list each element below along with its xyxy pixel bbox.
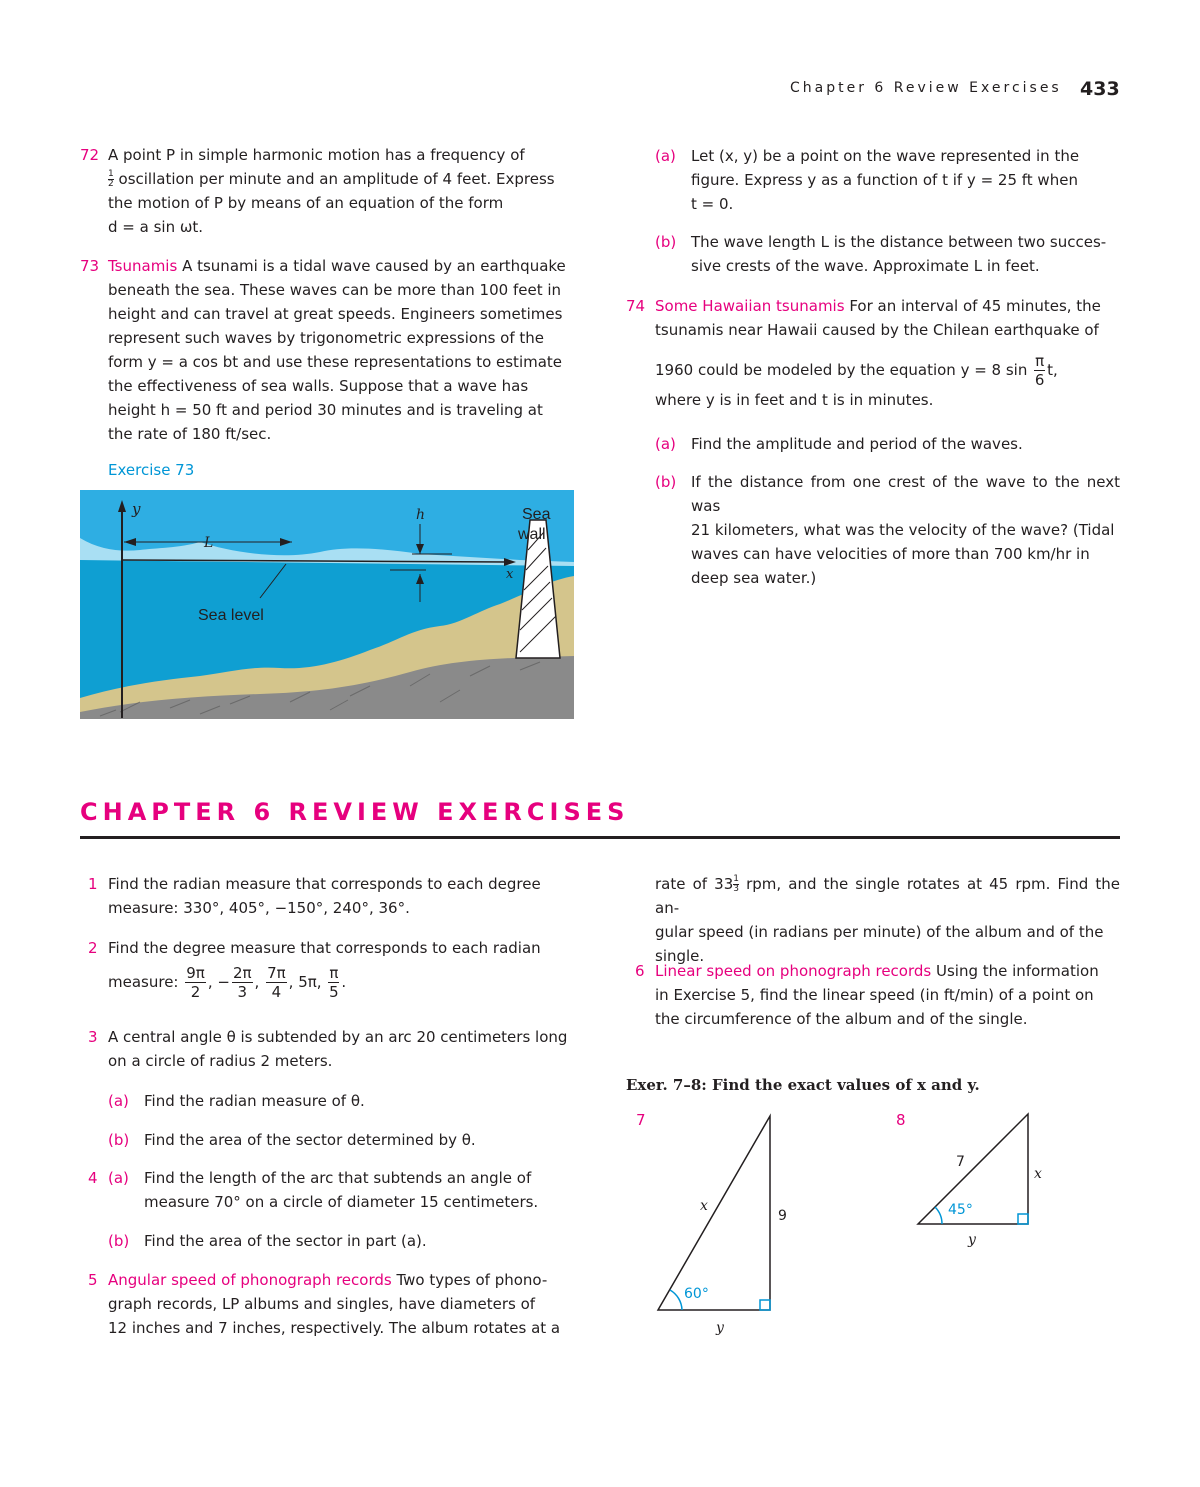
review-exercise-4-part-b: (b) Find the area of the sector in part (a). [108,1229,574,1253]
exercise-73-line: the effectiveness of sea walls. Suppose that a wave has [108,377,529,395]
height-label: h [416,507,426,523]
exercise-number: 74 [626,297,646,315]
exercise-number: 7 [636,1111,646,1129]
length-label: L [204,535,214,551]
x-axis-label: x [506,567,514,582]
exercise-74-part-a: (a) Find the amplitude and period of the waves. [655,432,1120,456]
review-exercise-2: 2 Find the degree measure that corresponds to each radian measure: $\frac{9\pi}{2}$ , − $\frac{2\pi}{3}$ , $\frac{7\pi}{4}$ , 5π, $\frac{\pi}{5}$ . [88,936,574,1012]
y-axis-label: y [132,500,141,518]
triangle-8 [912,1108,1052,1258]
base-label: y [968,1232,976,1248]
part-label: (b) [108,1232,130,1250]
chapter-rule [80,836,1120,839]
base-label: y [716,1320,724,1336]
hypotenuse-label: 7 [956,1154,965,1170]
exercise-title: Tsunamis [108,257,178,275]
sea-level-label: Sea level [198,607,264,624]
angle-label: 45° [948,1202,973,1218]
exercise-number: 5 [88,1271,98,1289]
exercise-72-line: d = a sin ωt. [108,218,204,236]
exercise-73-line: the rate of 180 ft/sec. [108,425,272,443]
triangle-7 [650,1110,800,1340]
exercise-number: 8 [896,1111,906,1129]
exercise-title: Some Hawaiian tsunamis [655,297,845,315]
review-exercise-6: 6 Linear speed on phonograph records Using the information in Exercise 5, find the linear speed (in ft/min) of a point on the circumference of the album and of the single. [635,959,1120,1031]
part-label: (b) [655,233,677,251]
exercise-title: Angular speed of phonograph records [108,1271,392,1289]
exercise-7-8-header: Exer. 7–8: Find the exact values of x and y. [626,1076,980,1094]
exercise-73-part-a: (a) Let (x, y) be a point on the wave represented in the figure. Express y as a function of t if y = 25 ft when t = 0. [655,144,1120,216]
part-label: (b) [108,1131,130,1149]
chapter-heading: CHAPTER 6 REVIEW EXERCISES [80,798,630,826]
exercise-72-line: A point P in simple harmonic motion has a frequency of [108,146,525,164]
exercise-number: 6 [635,962,645,980]
review-exercise-1: 1 Find the radian measure that corresponds to each degree measure: 330°, 405°, −150°, 240°, 36°. [88,872,574,920]
review-exercise-4: 4 (a) Find the length of the arc that subtends an angle of measure 70° on a circle of diameter 15 centimeters. [88,1166,574,1214]
exercise-number: 3 [88,1028,98,1046]
part-label: (a) [108,1169,129,1187]
fraction: $\frac{2\pi}{3}$ [232,964,252,1001]
review-exercise-3-part-b: (b) Find the area of the sector determined by θ. [108,1128,574,1152]
review-exercise-3: 3 A central angle θ is subtended by an arc 20 centimeters long on a circle of radius 2 meters. [88,1025,574,1073]
exercise-number: 73 [80,257,100,275]
right-angle-marker [1018,1214,1028,1224]
exercise-73-line: Tsunamis A tsunami is a tidal wave caused by an earthquake [108,257,566,275]
fraction: $\frac{\pi}{6}$ [1034,352,1045,389]
review-exercise-5-continued: rate of 33 $\frac{1}{3}$ rpm, and the single rotates at 45 rpm. Find the an- gular speed (in radians per minute) of the album and of the single. [655,874,1120,965]
exercise-74: 74 Some Hawaiian tsunamis For an interval of 45 minutes, the tsunamis near Hawaii caused by the Chilean earthquake of 1960 could be modeled by the equation y = 8 sin $\frac{\pi}{6}$ t, where y is in feet and t is in minutes. [626,294,1120,424]
part-label: (a) [108,1092,129,1110]
exercise-73-line: form y = a cos bt and use these representations to estimate [108,353,563,371]
part-label: (a) [655,435,676,453]
exercise-title: Linear speed on phonograph records [655,962,932,980]
exercise-73-line: represent such waves by trigonometric expressions of the [108,329,545,347]
exercise-73-line: beneath the sea. These waves can be more than 100 feet in [108,281,562,299]
right-angle-marker [760,1300,770,1310]
side-label: x [1034,1166,1042,1182]
exercise-number: 4 [88,1169,98,1187]
figure-caption: Exercise 73 [108,461,195,479]
angle-arc [935,1207,942,1224]
part-label: (b) [655,473,677,491]
hypotenuse-label: x [700,1198,708,1214]
review-exercise-5: 5 Angular speed of phonograph records Two types of phono- graph records, LP albums and singles, have diameters of 12 inches and 7 inches, respectively. The album rotates at a [88,1268,574,1340]
exercise-72-line: the motion of P by means of an equation of the form [108,194,504,212]
fraction: $\frac{9\pi}{2}$ [186,964,205,1001]
fraction: $\frac{7\pi}{4}$ [267,964,286,1001]
running-head: Chapter 6 Review Exercises [790,80,1062,96]
sea-wall-label: Sea [522,506,551,523]
exercise-72-line: $\frac{1}{2}$ oscillation per minute and an amplitude of 4 feet. Express [108,169,555,189]
fraction: $\frac{1}{2}$ [108,169,114,189]
exercise-number: 72 [80,146,100,164]
tsunami-figure [80,490,574,719]
sea-wall-label: wall [518,526,546,543]
page-number: 433 [1080,78,1120,100]
exercise-73-line: height and can travel at great speeds. Engineers sometimes [108,305,563,323]
exercise-number: 2 [88,939,98,957]
exercise-73-line: height h = 50 ft and period 30 minutes and is traveling at [108,401,543,419]
exercise-74-part-b: (b) If the distance from one crest of the wave to the next was 21 kilometers, what was the velocity of the wave? (Tidal waves can have velocities of more than 700 km/hr in deep sea water.) [655,470,1120,566]
angle-arc [670,1290,682,1310]
review-exercise-3-part-a: (a) Find the radian measure of θ. [108,1089,574,1113]
fraction: $\frac{1}{3}$ [733,874,739,894]
angle-label: 60° [684,1286,709,1302]
fraction: $\frac{\pi}{5}$ [329,964,339,1001]
exercise-number: 1 [88,875,98,893]
part-label: (a) [655,147,676,165]
side-label: 9 [778,1208,787,1224]
exercise-73-part-b: (b) The wave length L is the distance between two succes- sive crests of the wave. Approximate L in feet. [655,230,1120,278]
